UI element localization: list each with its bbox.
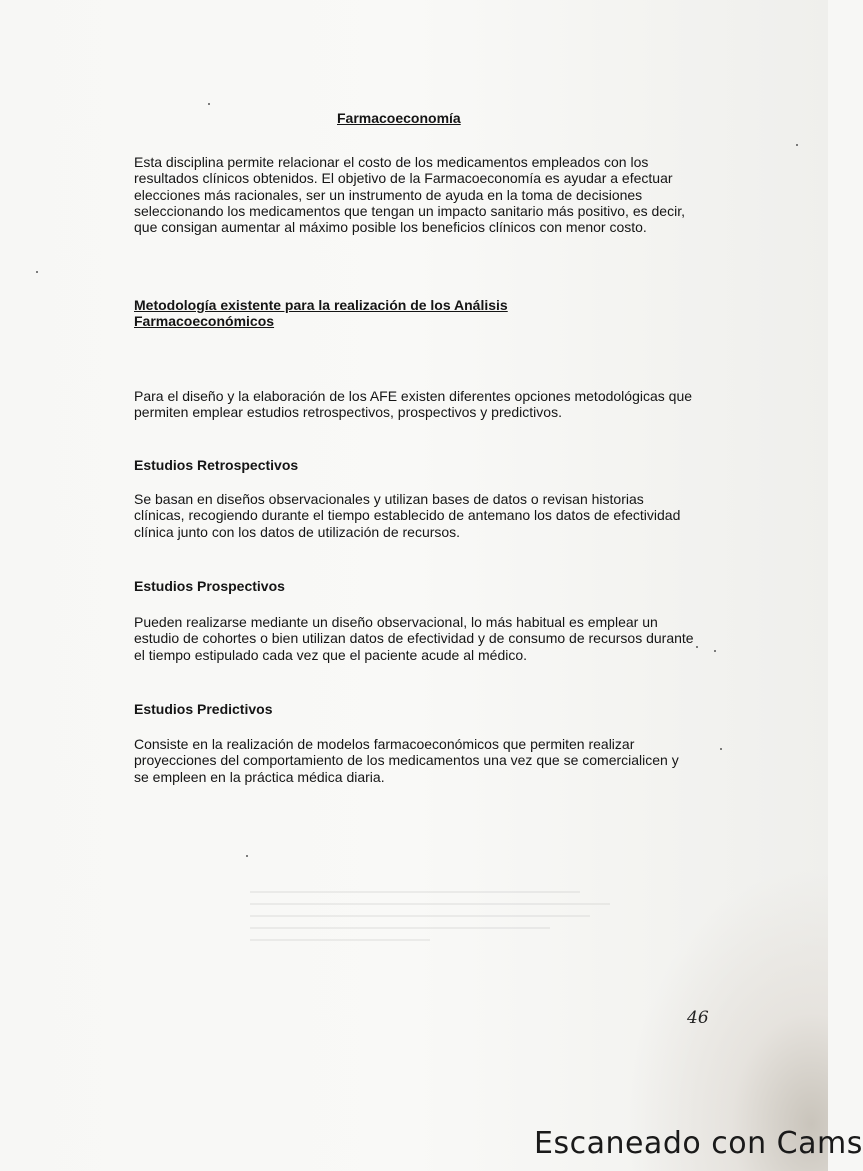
scan-speck (796, 144, 798, 146)
scan-speck (714, 650, 716, 652)
handwritten-page-number: 46 (687, 1008, 709, 1028)
scan-speck (36, 271, 38, 273)
scanner-watermark: Escaneado con Cams (534, 1126, 863, 1161)
methodology-paragraph: Para el diseño y la elaboración de los AFE existen diferentes opciones metodológicas que permiten emplear estudios retrospectivos, prospectivos y predictivos. (134, 388, 693, 421)
page-title: Farmacoeconomía (337, 110, 461, 127)
scan-speck (720, 748, 722, 750)
predictive-paragraph: Consiste en la realización de modelos farmacoeconómicos que permiten realizar proyecciones del comportamiento de los medicamentos una vez que se comercialicen y se empleen en la práctica médica diaria. (134, 736, 679, 785)
scan-speck (696, 646, 698, 648)
scan-speck (208, 103, 210, 105)
scan-speck (246, 855, 248, 857)
predictive-heading: Estudios Predictivos (134, 701, 273, 717)
retrospective-heading: Estudios Retrospectivos (134, 457, 299, 473)
prospective-heading: Estudios Prospectivos (134, 578, 285, 594)
bleed-through-lines (250, 885, 610, 951)
methodology-heading: Metodología existente para la realización de los Análisis Farmacoeconómicos (134, 297, 508, 330)
prospective-paragraph: Pueden realizarse mediante un diseño observacional, lo más habitual es emplear un estudio de cohortes o bien utilizan datos de efectividad y de consumo de recursos durante el tiempo estipulado cada vez que el paciente acude al médico. (134, 614, 694, 663)
retrospective-paragraph: Se basan en diseños observacionales y utilizan bases de datos o revisan historias clínicas, recogiendo durante el tiempo establecido de antemano los datos de efectividad clínica junto con los datos de utilización de recursos. (134, 491, 681, 540)
intro-paragraph: Esta disciplina permite relacionar el costo de los medicamentos empleados con los resultados clínicos obtenidos. El objetivo de la Farmacoeconomía es ayudar a efectuar elecciones más racionales, ser un instrumento de ayuda en la toma de decisiones seleccionando los medicamentos que tengan un impacto sanitario más positivo, es decir, que consigan aumentar al máximo posible los beneficios clínicos con menor costo. (134, 154, 685, 236)
